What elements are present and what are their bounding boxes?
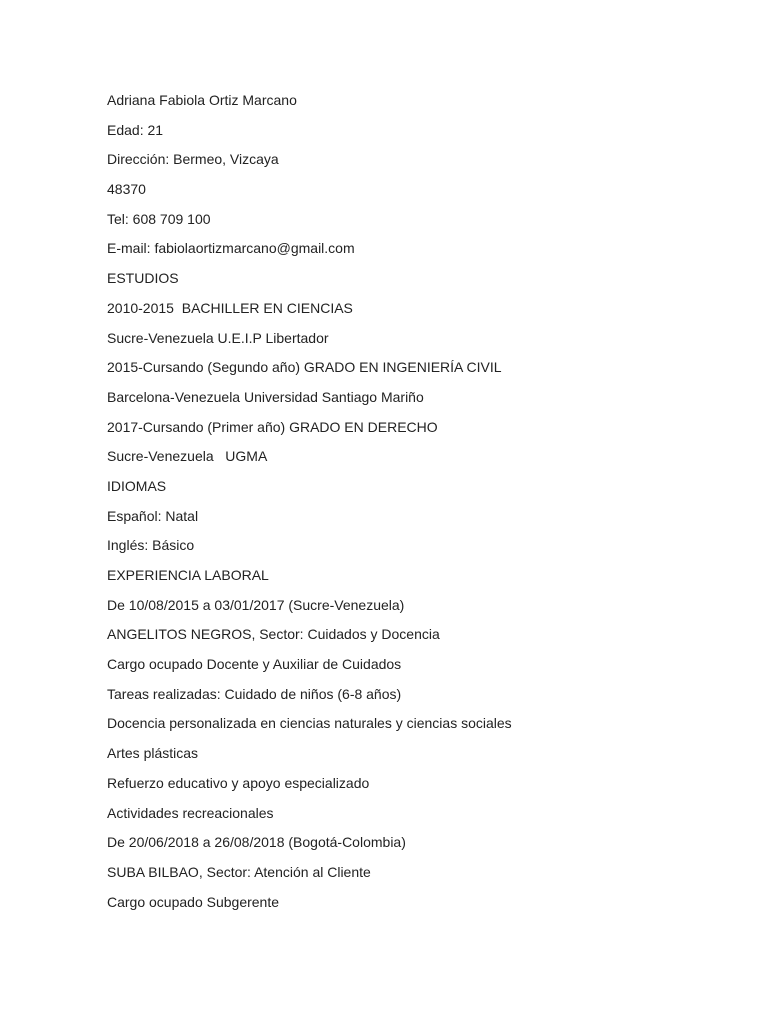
job-1-task: Actividades recreacionales xyxy=(107,804,274,821)
age-line: Edad: 21 xyxy=(107,121,164,138)
section-heading-languages: IDIOMAS xyxy=(107,477,167,494)
candidate-name: Adriana Fabiola Ortiz Marcano xyxy=(107,92,297,108)
job-1-task: Docencia personalizada en ciencias naturales y ciencias sociales xyxy=(107,715,512,732)
study-entry-3: 2017-Cursando (Primer año) GRADO EN DERECHO xyxy=(107,418,438,435)
job-1-position: Cargo ocupado Docente y Auxiliar de Cuidados xyxy=(107,656,402,673)
job-1-task: Refuerzo educativo y apoyo especializado xyxy=(107,774,370,791)
study-entry-1-place: Sucre-Venezuela U.E.I.P Libertador xyxy=(107,329,329,346)
email-line: E-mail: fabiolaortizmarcano@gmail.com xyxy=(107,240,355,257)
job-1-dates: De 10/08/2015 a 03/01/2017 (Sucre-Venezuela) xyxy=(107,596,405,613)
phone-line: Tel: 608 709 100 xyxy=(107,210,211,227)
address-line: Dirección: Bermeo, Vizcaya xyxy=(107,151,279,168)
study-entry-3-place: Sucre-Venezuela UGMA xyxy=(107,448,268,465)
section-heading-studies: ESTUDIOS xyxy=(107,270,179,287)
job-2-position: Cargo ocupado Subgerente xyxy=(107,893,280,910)
language-english: Inglés: Básico xyxy=(107,537,195,554)
postal-code-line: 48370 xyxy=(107,181,146,198)
job-1-task: Tareas realizadas: Cuidado de niños (6-8 años) xyxy=(107,685,402,702)
study-entry-1: 2010-2015 BACHILLER EN CIENCIAS xyxy=(107,299,353,316)
study-entry-2-place: Barcelona-Venezuela Universidad Santiago Mariño xyxy=(107,388,424,405)
resume-text xyxy=(107,88,747,919)
study-entry-2: 2015-Cursando (Segundo año) GRADO EN INGENIERÍA CIVIL xyxy=(107,359,502,376)
language-spanish: Español: Natal xyxy=(107,507,199,524)
job-1-employer: ANGELITOS NEGROS, Sector: Cuidados y Docencia xyxy=(107,626,440,643)
section-heading-experience: EXPERIENCIA LABORAL xyxy=(107,567,269,583)
job-2-dates: De 20/06/2018 a 26/08/2018 (Bogotá-Colombia) xyxy=(107,834,406,851)
job-1-task: Artes plásticas xyxy=(107,745,199,762)
job-2-employer: SUBA BILBAO, Sector: Atención al Cliente xyxy=(107,863,371,880)
